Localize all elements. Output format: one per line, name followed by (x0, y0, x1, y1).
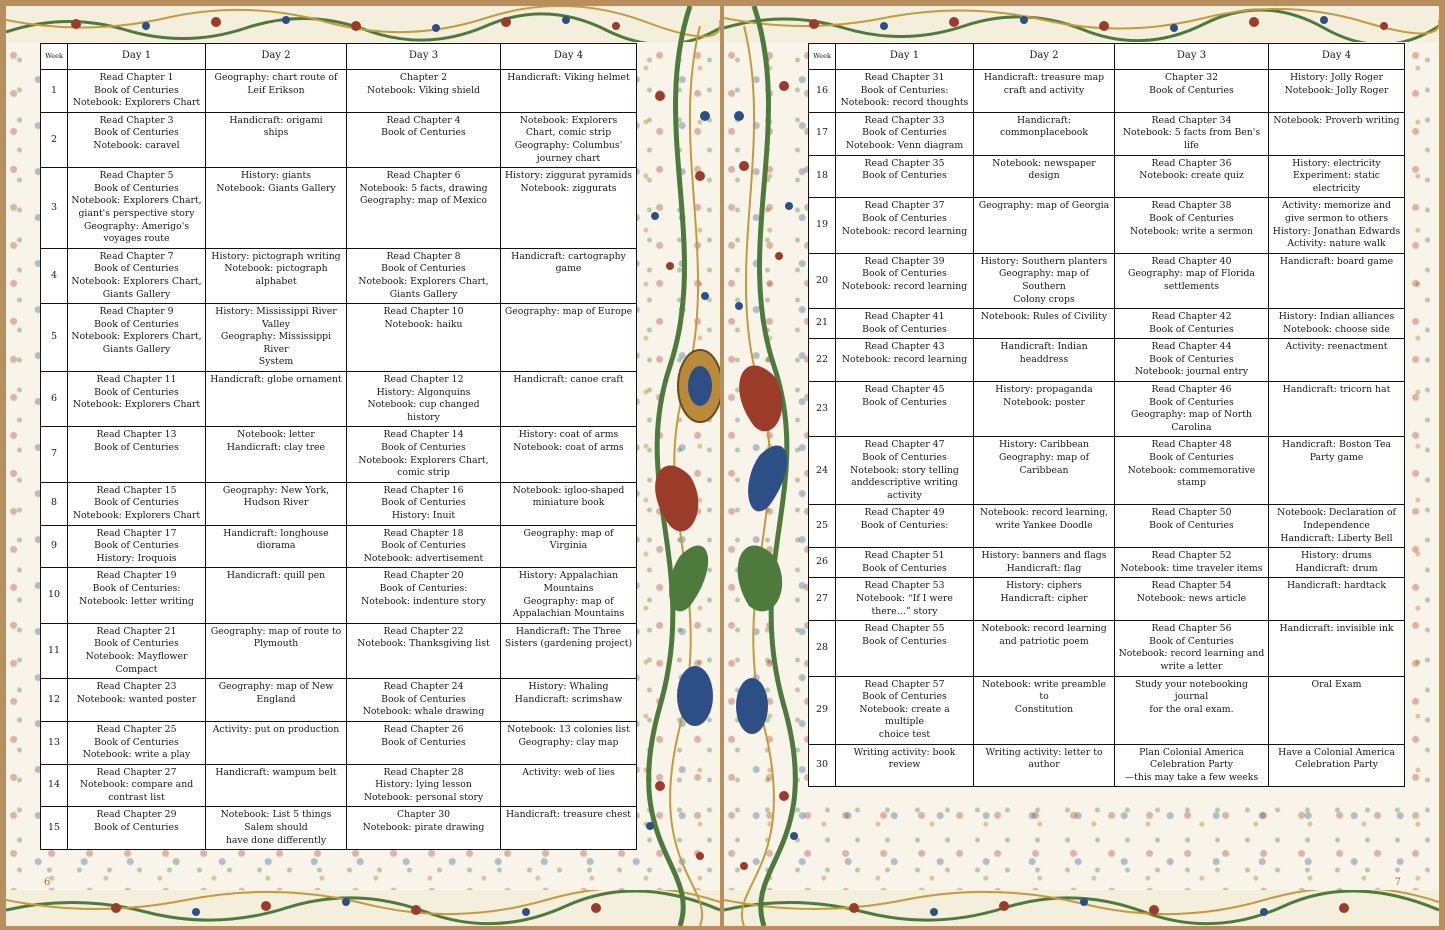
day-3-column-header: Day 3 (1115, 44, 1269, 70)
day-3-cell: Read Chapter 20 Book of Centuries: Notebook: indenture story (347, 568, 501, 623)
day-2-column-header: Day 2 (974, 44, 1115, 70)
day-3-cell: Read Chapter 52 Notebook: time traveler items (1115, 548, 1269, 578)
day-2-cell: Notebook: List 5 things Salem should have done differently (206, 807, 347, 850)
day-3-cell: Study your notebooking journal for the oral exam. (1115, 676, 1269, 744)
day-2-cell: Notebook: record learning, write Yankee Doodle (974, 505, 1115, 548)
day-1-column-header: Day 1 (836, 44, 974, 70)
day-3-cell: Read Chapter 44 Book of Centuries Notebook: journal entry (1115, 339, 1269, 382)
day-4-cell: Notebook: Declaration of Independence Handicraft: Liberty Bell (1269, 505, 1405, 548)
day-1-cell: Read Chapter 31 Book of Centuries: Notebook: record thoughts (836, 70, 974, 113)
day-4-cell: Handicraft: board game (1269, 253, 1405, 308)
day-4-cell: Handicraft: canoe craft (501, 372, 637, 427)
week-number-cell: 27 (809, 578, 836, 621)
day-1-cell: Read Chapter 25 Book of Centuries Notebook: write a play (68, 721, 206, 764)
day-1-cell: Read Chapter 27 Notebook: compare and contrast list (68, 764, 206, 807)
week-number-cell: 21 (809, 309, 836, 339)
week-number-cell: 6 (41, 372, 68, 427)
table-row (41, 482, 637, 525)
week-number-cell: 24 (809, 437, 836, 505)
day-2-cell: Geography: map of New England (206, 679, 347, 722)
day-4-cell: History: Appalachian Mountains Geography: map of Appalachian Mountains (501, 568, 637, 623)
table-row (41, 568, 637, 623)
table-row (809, 339, 1405, 382)
day-1-cell: Read Chapter 9 Book of Centuries Notebook: Explorers Chart, Giants Gallery (68, 304, 206, 372)
day-4-cell: Handicraft: invisible ink (1269, 621, 1405, 676)
week-number-cell: 12 (41, 679, 68, 722)
day-2-cell: Geography: map of route to Plymouth (206, 623, 347, 678)
day-4-column-header: Day 4 (501, 44, 637, 70)
week-number-cell: 10 (41, 568, 68, 623)
week-number-cell: 1 (41, 70, 68, 113)
day-4-cell: Activity: web of lies (501, 764, 637, 807)
day-3-cell: Read Chapter 56 Book of Centuries Notebook: record learning and write a letter (1115, 621, 1269, 676)
day-1-cell: Read Chapter 47 Book of Centuries Notebook: story telling anddescriptive writing activity (836, 437, 974, 505)
week-number-cell: 8 (41, 482, 68, 525)
day-4-cell: History: electricity Experiment: static electricity (1269, 155, 1405, 198)
day-4-cell: Oral Exam (1269, 676, 1405, 744)
day-1-cell: Read Chapter 33 Book of Centuries Notebook: Venn diagram (836, 112, 974, 155)
day-2-cell: Geography: chart route of Leif Erikson (206, 70, 347, 113)
table-row (809, 198, 1405, 253)
day-4-cell: Activity: reenactment (1269, 339, 1405, 382)
day-2-cell: Activity: put on production (206, 721, 347, 764)
day-4-cell: History: Indian alliances Notebook: choose side (1269, 309, 1405, 339)
week-number-cell: 18 (809, 155, 836, 198)
day-1-cell: Read Chapter 49 Book of Centuries: (836, 505, 974, 548)
day-2-cell: Geography: New York, Hudson River (206, 482, 347, 525)
table-header-row (41, 44, 637, 70)
day-1-cell: Read Chapter 57 Book of Centuries Notebook: create a multiple choice test (836, 676, 974, 744)
day-1-cell: Read Chapter 55 Book of Centuries (836, 621, 974, 676)
day-4-cell: Geography: map of Europe (501, 304, 637, 372)
day-2-cell: Handicraft: Indian headdress (974, 339, 1115, 382)
day-1-cell: Read Chapter 13 Book of Centuries (68, 427, 206, 482)
day-1-cell: Read Chapter 7 Book of Centuries Notebook: Explorers Chart, Giants Gallery (68, 248, 206, 303)
day-4-cell: History: ziggurat pyramids Notebook: ziggurats (501, 168, 637, 249)
table-row (41, 721, 637, 764)
day-2-cell: Geography: map of Georgia (974, 198, 1115, 253)
day-4-cell: Handicraft: The Three Sisters (gardening project) (501, 623, 637, 678)
table-row (809, 155, 1405, 198)
day-1-cell: Read Chapter 29 Book of Centuries (68, 807, 206, 850)
day-3-cell: Chapter 32 Book of Centuries (1115, 70, 1269, 113)
schedule-body (41, 70, 637, 850)
day-2-cell: Handicraft: longhouse diorama (206, 525, 347, 568)
day-2-cell: History: propaganda Notebook: poster (974, 382, 1115, 437)
table-row (809, 112, 1405, 155)
day-3-cell: Read Chapter 10 Notebook: haiku (347, 304, 501, 372)
table-row (41, 372, 637, 427)
week-number-cell: 3 (41, 168, 68, 249)
week-number-cell: 7 (41, 427, 68, 482)
day-2-cell: History: banners and flags Handicraft: flag (974, 548, 1115, 578)
day-3-cell: Read Chapter 28 History: lying lesson Notebook: personal story (347, 764, 501, 807)
week-number-cell: 16 (809, 70, 836, 113)
day-2-cell: Handicraft: globe ornament (206, 372, 347, 427)
week-number-cell: 17 (809, 112, 836, 155)
week-number-cell: 29 (809, 676, 836, 744)
day-3-cell: Read Chapter 36 Notebook: create quiz (1115, 155, 1269, 198)
day-3-cell: Read Chapter 46 Book of Centuries Geography: map of North Carolina (1115, 382, 1269, 437)
day-3-cell: Read Chapter 26 Book of Centuries (347, 721, 501, 764)
day-4-cell: Handicraft: treasure chest (501, 807, 637, 850)
table-row (809, 309, 1405, 339)
day-4-cell: Handicraft: tricorn hat (1269, 382, 1405, 437)
table-row (809, 70, 1405, 113)
day-3-cell: Read Chapter 40 Geography: map of Florida settlements (1115, 253, 1269, 308)
floral-gutter-ornament (630, 6, 720, 926)
floral-border-bottom (724, 890, 1439, 926)
table-row (41, 112, 637, 167)
week-number-cell: 28 (809, 621, 836, 676)
week-number-cell: 5 (41, 304, 68, 372)
day-4-cell: History: drums Handicraft: drum (1269, 548, 1405, 578)
day-4-cell: Notebook: igloo-shaped miniature book (501, 482, 637, 525)
table-header-row (809, 44, 1405, 70)
day-2-cell: Handicraft: origami ships (206, 112, 347, 167)
day-4-cell: Notebook: Proverb writing (1269, 112, 1405, 155)
day-1-cell: Read Chapter 23 Notebook: wanted poster (68, 679, 206, 722)
table-row (809, 437, 1405, 505)
table-row (809, 578, 1405, 621)
day-4-cell: Handicraft: hardtack (1269, 578, 1405, 621)
table-row (41, 248, 637, 303)
day-4-cell: Activity: memorize and give sermon to others History: Jonathan Edwards Activity: nature walk (1269, 198, 1405, 253)
day-2-cell: Handicraft: quill pen (206, 568, 347, 623)
day-2-cell: History: giants Notebook: Giants Gallery (206, 168, 347, 249)
right-page (724, 6, 1439, 926)
day-1-cell: Read Chapter 17 Book of Centuries History: Iroquois (68, 525, 206, 568)
day-1-cell: Read Chapter 41 Book of Centuries (836, 309, 974, 339)
day-1-cell: Read Chapter 53 Notebook: “If I were there…” story (836, 578, 974, 621)
day-3-cell: Read Chapter 50 Book of Centuries (1115, 505, 1269, 548)
day-1-cell: Read Chapter 1 Book of Centuries Notebook: Explorers Chart (68, 70, 206, 113)
day-1-cell: Read Chapter 43 Notebook: record learning (836, 339, 974, 382)
schedule-table-weeks-1-15 (40, 43, 637, 850)
table-row (41, 623, 637, 678)
table-row (41, 304, 637, 372)
day-1-cell: Writing activity: book review (836, 744, 974, 787)
day-3-cell: Read Chapter 12 History: Algonquins Notebook: cup changed history (347, 372, 501, 427)
day-4-cell: History: coat of arms Notebook: coat of arms (501, 427, 637, 482)
day-1-cell: Read Chapter 3 Book of Centuries Notebook: caravel (68, 112, 206, 167)
floral-gutter-ornament (724, 6, 814, 926)
week-number-cell: 11 (41, 623, 68, 678)
table-row (809, 676, 1405, 744)
day-4-cell: History: Jolly Roger Notebook: Jolly Roger (1269, 70, 1405, 113)
day-2-cell: Notebook: newspaper design (974, 155, 1115, 198)
floral-border-top (6, 6, 720, 42)
day-2-cell: Writing activity: letter to author (974, 744, 1115, 787)
table-row (809, 621, 1405, 676)
day-3-cell: Read Chapter 14 Book of Centuries Notebook: Explorers Chart, comic strip (347, 427, 501, 482)
day-2-cell: Notebook: write preamble to Constitution (974, 676, 1115, 744)
day-3-cell: Chapter 2 Notebook: Viking shield (347, 70, 501, 113)
day-3-cell: Read Chapter 18 Book of Centuries Notebook: advertisement (347, 525, 501, 568)
table-row (41, 764, 637, 807)
day-3-column-header: Day 3 (347, 44, 501, 70)
day-1-cell: Read Chapter 37 Book of Centuries Notebook: record learning (836, 198, 974, 253)
day-4-cell: Handicraft: Viking helmet (501, 70, 637, 113)
day-2-cell: History: pictograph writing Notebook: pictograph alphabet (206, 248, 347, 303)
day-3-cell: Read Chapter 42 Book of Centuries (1115, 309, 1269, 339)
week-number-cell: 19 (809, 198, 836, 253)
week-number-cell: 14 (41, 764, 68, 807)
table-row (809, 505, 1405, 548)
day-1-cell: Read Chapter 5 Book of Centuries Notebook: Explorers Chart, giant's perspective story Geography: Amerigo's voyages route (68, 168, 206, 249)
day-4-cell: History: Whaling Handicraft: scrimshaw (501, 679, 637, 722)
day-1-cell: Read Chapter 15 Book of Centuries Notebook: Explorers Chart (68, 482, 206, 525)
day-2-cell: Notebook: record learning and patriotic poem (974, 621, 1115, 676)
schedule-body (809, 70, 1405, 787)
day-3-cell: Read Chapter 6 Notebook: 5 facts, drawing Geography: map of Mexico (347, 168, 501, 249)
week-column-header: Week (41, 44, 68, 70)
day-1-cell: Read Chapter 11 Book of Centuries Notebook: Explorers Chart (68, 372, 206, 427)
day-2-cell: History: ciphers Handicraft: cipher (974, 578, 1115, 621)
day-4-column-header: Day 4 (1269, 44, 1405, 70)
table-row (809, 548, 1405, 578)
week-number-cell: 25 (809, 505, 836, 548)
table-row (809, 253, 1405, 308)
table-row (41, 679, 637, 722)
table-row (41, 807, 637, 850)
week-number-cell: 22 (809, 339, 836, 382)
day-3-cell: Read Chapter 54 Notebook: news article (1115, 578, 1269, 621)
day-3-cell: Read Chapter 24 Book of Centuries Notebook: whale drawing (347, 679, 501, 722)
day-2-cell: History: Mississippi River Valley Geography: Mississippi River System (206, 304, 347, 372)
day-2-cell: History: Caribbean Geography: map of Caribbean (974, 437, 1115, 505)
day-3-cell: Read Chapter 34 Notebook: 5 facts from Ben's life (1115, 112, 1269, 155)
week-column-header: Week (809, 44, 836, 70)
day-4-cell: Have a Colonial America Celebration Party (1269, 744, 1405, 787)
day-1-cell: Read Chapter 19 Book of Centuries: Notebook: letter writing (68, 568, 206, 623)
day-2-cell: History: Southern planters Geography: map of Southern Colony crops (974, 253, 1115, 308)
floral-border-bottom (6, 890, 720, 926)
floral-border-top (724, 6, 1439, 42)
table-row (41, 525, 637, 568)
day-3-cell: Read Chapter 8 Book of Centuries Notebook: Explorers Chart, Giants Gallery (347, 248, 501, 303)
week-number-cell: 13 (41, 721, 68, 764)
week-number-cell: 23 (809, 382, 836, 437)
day-2-cell: Notebook: Rules of Civility (974, 309, 1115, 339)
day-1-cell: Read Chapter 35 Book of Centuries (836, 155, 974, 198)
day-2-cell: Handicraft: commonplacebook (974, 112, 1115, 155)
week-number-cell: 26 (809, 548, 836, 578)
day-2-cell: Handicraft: treasure map craft and activity (974, 70, 1115, 113)
schedule-table-weeks-16-30 (808, 43, 1405, 787)
week-number-cell: 2 (41, 112, 68, 167)
page-number: 7 (1394, 877, 1401, 888)
day-3-cell: Read Chapter 48 Book of Centuries Notebook: commemorative stamp (1115, 437, 1269, 505)
table-row (41, 168, 637, 249)
left-page (6, 6, 720, 926)
week-number-cell: 9 (41, 525, 68, 568)
day-3-cell: Read Chapter 4 Book of Centuries (347, 112, 501, 167)
table-row (41, 427, 637, 482)
day-2-cell: Notebook: letter Handicraft: clay tree (206, 427, 347, 482)
table-row (809, 744, 1405, 787)
day-2-column-header: Day 2 (206, 44, 347, 70)
week-number-cell: 4 (41, 248, 68, 303)
day-1-cell: Read Chapter 51 Book of Centuries (836, 548, 974, 578)
week-number-cell: 30 (809, 744, 836, 787)
day-1-column-header: Day 1 (68, 44, 206, 70)
day-4-cell: Notebook: 13 colonies list Geography: clay map (501, 721, 637, 764)
day-4-cell: Geography: map of Virginia (501, 525, 637, 568)
day-4-cell: Notebook: Explorers Chart, comic strip Geography: Columbus' journey chart (501, 112, 637, 167)
day-3-cell: Read Chapter 38 Book of Centuries Notebook: write a sermon (1115, 198, 1269, 253)
day-2-cell: Handicraft: wampum belt (206, 764, 347, 807)
day-1-cell: Read Chapter 45 Book of Centuries (836, 382, 974, 437)
week-number-cell: 15 (41, 807, 68, 850)
day-4-cell: Handicraft: cartography game (501, 248, 637, 303)
table-row (41, 70, 637, 113)
page-number: 6 (44, 877, 51, 888)
table-row (809, 382, 1405, 437)
day-4-cell: Handicraft: Boston Tea Party game (1269, 437, 1405, 505)
day-3-cell: Chapter 30 Notebook: pirate drawing (347, 807, 501, 850)
day-3-cell: Read Chapter 16 Book of Centuries History: Inuit (347, 482, 501, 525)
day-1-cell: Read Chapter 21 Book of Centuries Notebook: Mayflower Compact (68, 623, 206, 678)
week-number-cell: 20 (809, 253, 836, 308)
day-3-cell: Read Chapter 22 Notebook: Thanksgiving list (347, 623, 501, 678)
day-3-cell: Plan Colonial America Celebration Party —this may take a few weeks (1115, 744, 1269, 787)
day-1-cell: Read Chapter 39 Book of Centuries Notebook: record learning (836, 253, 974, 308)
